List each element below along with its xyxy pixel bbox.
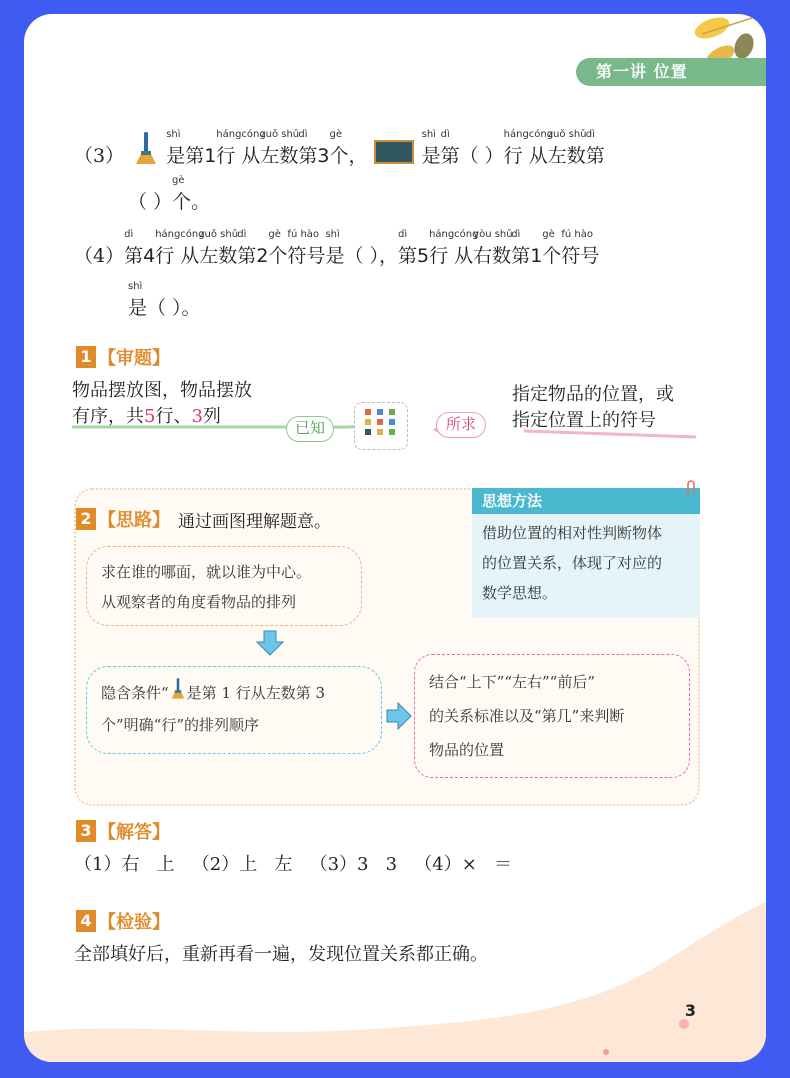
section-label: 【思路】 bbox=[98, 510, 170, 531]
known-cols: 3 bbox=[191, 406, 203, 427]
q4-line1 bbox=[74, 229, 600, 268]
broom-icon bbox=[169, 681, 187, 701]
pinyin: cóng bbox=[241, 129, 266, 140]
pinyin: dì bbox=[298, 129, 308, 140]
q4-text: 第 bbox=[124, 245, 144, 267]
arrow-down-icon bbox=[256, 630, 284, 656]
section-number: 3 bbox=[76, 820, 96, 842]
q4-blank: （ ）。 bbox=[147, 297, 201, 319]
focus-bubble bbox=[86, 546, 362, 626]
pinyin: dì bbox=[124, 229, 134, 240]
arrangement-thumbnail bbox=[354, 402, 408, 450]
known-label: 已知 bbox=[286, 416, 334, 442]
q4-text: 从 bbox=[454, 245, 474, 267]
pinyin: fú hào bbox=[287, 229, 320, 240]
q3-text: 从 bbox=[528, 145, 548, 167]
check-text: 全部填好后，重新再看一遍，发现位置关系都正确。 bbox=[74, 944, 488, 965]
q4-text: 4 bbox=[143, 245, 156, 267]
hidden-condition-line2: 个”明确“行”的排列顺序 bbox=[101, 716, 260, 734]
judgement-line3: 物品的位置 bbox=[429, 741, 505, 759]
arrow-right-icon bbox=[386, 702, 412, 730]
lesson-tag: 第一讲 位置 bbox=[576, 58, 766, 86]
focus-line1: 求在谁的哪面，就以谁为中心。 bbox=[101, 563, 312, 581]
judgement-line1: 结合“上下”“左右”“前后” bbox=[429, 673, 596, 691]
q4-text: 第 bbox=[511, 245, 531, 267]
q3-text: 左数 bbox=[260, 145, 299, 167]
q3-text: 个， bbox=[329, 145, 368, 167]
pinyin: fú hào bbox=[561, 229, 593, 240]
section-label: 【检验】 bbox=[98, 912, 170, 933]
q4-text: 第 bbox=[397, 245, 417, 267]
q3-blank: （ ） bbox=[128, 191, 173, 213]
known-text-part: 行、 bbox=[155, 406, 192, 427]
q4-number: （4） bbox=[74, 245, 125, 267]
pinyin: shì bbox=[128, 281, 143, 292]
q4-line2 bbox=[128, 281, 201, 320]
pinyin: yòu shǔ bbox=[473, 229, 513, 240]
page-number: 3 bbox=[684, 1001, 696, 1020]
answer-text: （1）右 上 （2）上 左 （3）3 3 （4）× ＝ bbox=[74, 854, 512, 875]
q3-number: （3） bbox=[74, 145, 125, 167]
hidden-condition-line1 bbox=[101, 677, 367, 709]
section-number: 1 bbox=[76, 346, 96, 368]
q3-text: 行 bbox=[216, 145, 236, 167]
q3-text: 从 bbox=[241, 145, 261, 167]
q4-text: 从 bbox=[180, 245, 200, 267]
q4-text: 左数 bbox=[199, 245, 238, 267]
pinyin: zuǒ shǔ bbox=[547, 129, 587, 140]
ask-line2: 指定位置上的符号 bbox=[512, 410, 656, 431]
pinyin: cóng bbox=[528, 129, 554, 140]
known-line1: 物品摆放图，物品摆放 bbox=[72, 380, 252, 401]
known-text-part: 列 bbox=[202, 406, 221, 427]
pinyin: zuǒ shǔ bbox=[260, 129, 300, 140]
q3-text: 3 bbox=[317, 145, 330, 167]
q3-line1 bbox=[74, 129, 605, 168]
q4-text: 行 bbox=[429, 245, 449, 267]
blackboard-icon bbox=[374, 142, 416, 166]
pinyin: dì bbox=[511, 229, 521, 240]
known-text-part: 有序，共 bbox=[72, 406, 144, 427]
pinyin: cóng bbox=[454, 229, 479, 240]
pinyin: dì bbox=[397, 229, 408, 240]
pinyin: zuǒ shǔ bbox=[199, 229, 239, 240]
q4-text: 2 bbox=[256, 245, 269, 267]
method-card-title: 思想方法 bbox=[472, 488, 700, 514]
workbook-page bbox=[24, 14, 766, 1062]
q3-text: 是 bbox=[421, 145, 441, 167]
known-rows: 5 bbox=[144, 406, 156, 427]
section-label: 【审题】 bbox=[98, 348, 170, 369]
q3-blank: 第（ ） bbox=[440, 145, 504, 167]
method-card bbox=[472, 488, 700, 618]
q4-text: 1 bbox=[530, 245, 543, 267]
q4-text: 是 bbox=[128, 297, 148, 319]
q3-text: 行 bbox=[503, 145, 523, 167]
q4-text: 个 bbox=[268, 245, 288, 267]
q3-text: 1 bbox=[204, 145, 217, 167]
pinyin: háng bbox=[429, 229, 455, 240]
q3-text: 第 bbox=[585, 145, 605, 167]
thinking-intro: 通过画图理解题意。 bbox=[178, 511, 331, 532]
pinyin: háng bbox=[503, 129, 529, 140]
q4-text: 第 bbox=[237, 245, 257, 267]
method-card-body bbox=[482, 518, 694, 608]
section-answer-title bbox=[76, 818, 170, 844]
method-line1: 借助位置的相对性判断物体 bbox=[482, 524, 663, 542]
pinyin: dì bbox=[440, 129, 450, 140]
pinyin: gè bbox=[542, 229, 555, 240]
arrangement-grid-icon bbox=[355, 403, 405, 447]
pinyin: gè bbox=[268, 229, 281, 240]
pinyin: shì bbox=[166, 129, 181, 140]
q4-text: 符号 bbox=[287, 245, 326, 267]
judgement-line2: 的关系标准以及“第几”来判断 bbox=[429, 707, 625, 725]
q3-text: 是第 bbox=[166, 145, 205, 167]
section-number: 2 bbox=[76, 508, 96, 530]
section-label: 【解答】 bbox=[98, 822, 170, 843]
broom-icon bbox=[130, 142, 160, 166]
hidden-condition-text: 隐含条件“ bbox=[101, 684, 169, 702]
focus-line2: 从观察者的角度看物品的排列 bbox=[101, 593, 297, 611]
q4-text: 个 bbox=[542, 245, 562, 267]
pinyin: shì bbox=[325, 229, 340, 240]
pinyin: gè bbox=[329, 129, 342, 140]
ask-line1: 指定物品的位置，或 bbox=[512, 384, 674, 405]
section-review-title bbox=[76, 344, 170, 370]
q4-text: 5 bbox=[417, 245, 430, 267]
ask-label: 所求 bbox=[436, 412, 486, 438]
q4-text: 符号 bbox=[561, 245, 600, 267]
q3-text: 左数 bbox=[547, 145, 586, 167]
pinyin: gè bbox=[172, 175, 185, 186]
pinyin: háng bbox=[155, 229, 181, 240]
method-line2: 的位置关系，体现了对应的 bbox=[482, 554, 663, 572]
q4-blank: 是（ ）， bbox=[325, 245, 398, 267]
q4-text: 行 bbox=[155, 245, 175, 267]
pinyin: dì bbox=[237, 229, 247, 240]
section-check-title bbox=[76, 908, 170, 934]
q3-line2 bbox=[128, 175, 211, 214]
hidden-condition-bubble bbox=[86, 666, 382, 754]
judgement-bubble bbox=[414, 654, 690, 778]
paperclip-icon bbox=[684, 480, 698, 498]
pinyin: cóng bbox=[180, 229, 205, 240]
pinyin: háng bbox=[216, 129, 242, 140]
q3-text: 第 bbox=[298, 145, 318, 167]
q3-text: 。 bbox=[191, 191, 211, 213]
method-line3: 数学思想。 bbox=[482, 584, 558, 602]
section-thinking-title bbox=[76, 506, 331, 532]
pinyin: dì bbox=[585, 129, 595, 140]
section-number: 4 bbox=[76, 910, 96, 932]
q3-text: 个 bbox=[172, 191, 192, 213]
pinyin: shì bbox=[421, 129, 436, 140]
q4-text: 右数 bbox=[473, 245, 512, 267]
hidden-condition-text: 是第 1 行从左数第 3 bbox=[186, 684, 326, 702]
ask-text bbox=[512, 382, 674, 434]
